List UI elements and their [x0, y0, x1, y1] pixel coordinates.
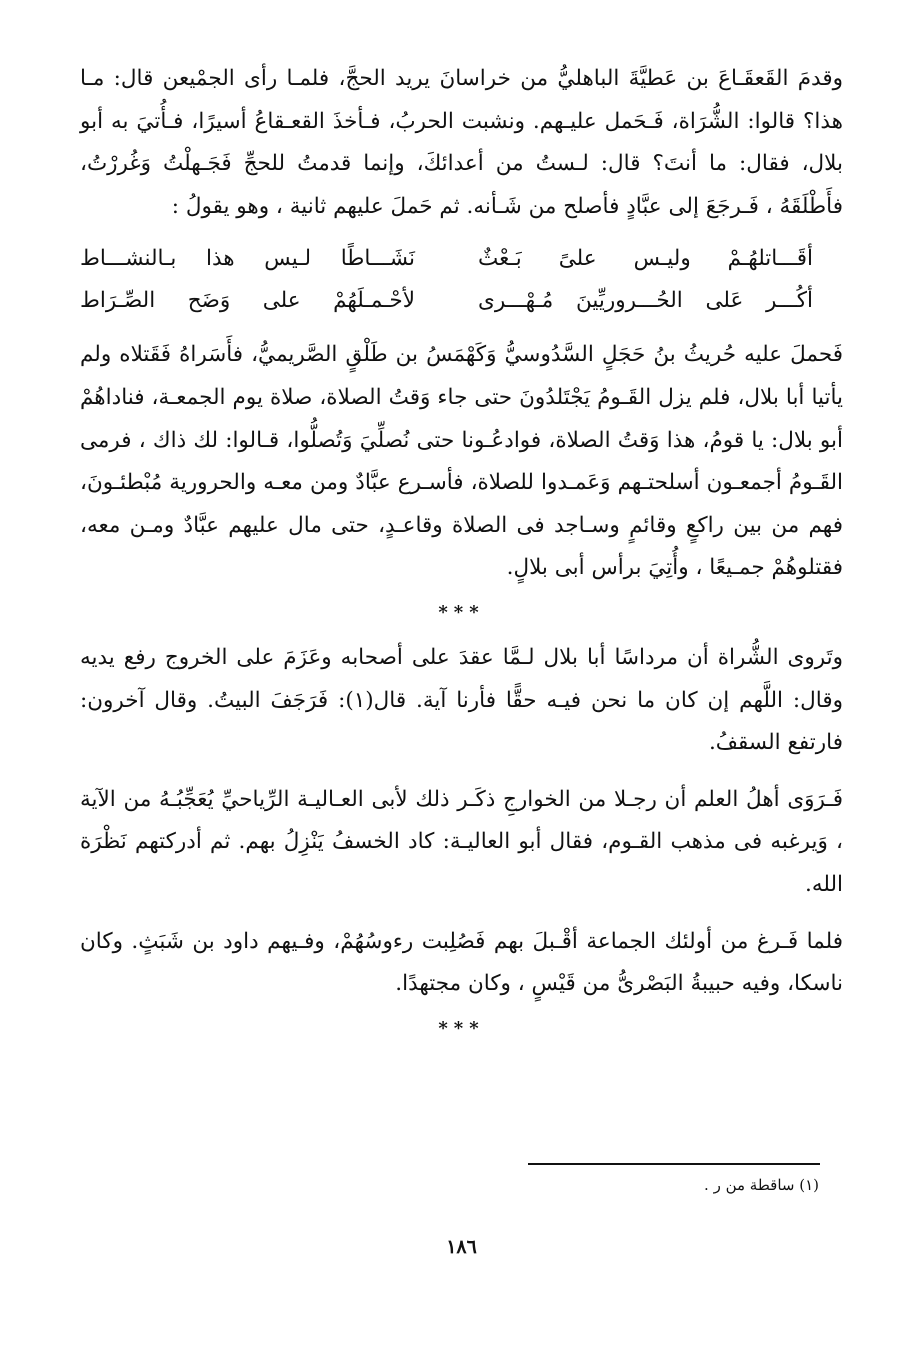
paragraph-gap [80, 907, 843, 921]
page-body [80, 58, 843, 1053]
page-number: ١٨٦ [446, 1236, 477, 1258]
paragraph-1: وقدمَ القَعقَـاعَ بن عَطيَّةَ الباهليُّ من خراسانَ يريد الحجَّ، فلمـا رأى الجمْيعن قال: مـا هذا؟ قالوا: الشُّرَاة، فَـحَمل عليـهم. ونشبت الحربُ، فـأخذَ القعـقاعُ أسيرًا، فـأُتيَ به أبو بلال، فقال: ما أنتَ؟ قال: لـستُ من أعدائكَ، وإنما قدمتُ للحجِّ فَجَـهلْتُ وَغُررْتُ، فأَطْلَقَهُ ، فَـرجَعَ إلى عبَّادٍ فأصلح من شَـأنه. ثم حَملَ عليهم ثانية ، وهو يقولُ : [80, 66, 843, 219]
paragraph-4: فَـرَوَى أهلُ العلم أن رجـلا من الخوارجِ ذكَـر ذلك لأبى العـاليـة الرِّياحيِّ يُعَجِّبُـهُ من الآية ، وَيرغبه فى مذهب القـوم، فقال أبو العاليـة: كاد الخسفُ يَنْزِلُ بهم. ثم أدركتهم نَظْرَة الله. [80, 786, 843, 897]
section-separator-2: *** [438, 1017, 485, 1039]
verse-line-1 [80, 238, 843, 280]
verse-line-2-second-hemistich: لأحْـمـلَهُمْ على وَضَح الصِّـرَاط [80, 288, 415, 314]
footnote-divider [528, 1163, 820, 1165]
poem-verse [80, 238, 843, 322]
verse-line-1-first-hemistich: أقَـــاتلهُـمْ وليـس علىً بَـعْثٌ [478, 246, 813, 272]
verse-line-2 [80, 280, 843, 322]
paragraph-gap [80, 765, 843, 779]
verse-line-1-second-hemistich: نَشَـــاطًا لـيس هذا بـالنشـــاط [80, 246, 415, 272]
section-separator-1: *** [438, 601, 485, 623]
footnote: (١) ساقطة من ر . [704, 1176, 819, 1194]
paragraph-3: وتَروى الشُّراة أن مرداسًا أبا بلال لـمَّا عقدَ على أصحابه وعَزَمَ على الخروج رفع يديه وقال: اللَّهم إن كان ما نحن فيـه حقًّا فأرنا آية. قال(١): فَرَجَفَ البيتُ. وقال آخرون: فارتفع السقفُ. [80, 644, 843, 756]
paragraph-5: فلما فَـرغ من أولئك الجماعة أقْـبلَ بهم فَصُلِبت رءوسُهُمْ، وفـيهم داود بن شَبَثٍ. وكان ناسكا، وفيه حبيبةُ البَصْرىُّ من قَيْسٍ ، وكان مجتهدًا. [80, 928, 843, 997]
verse-line-2-first-hemistich: أكُـــر عَلى الحُـــروريِّينَ مُـهْـــرى [478, 288, 813, 314]
paragraph-2: فَحملَ عليه حُريثُ بنُ حَجَلٍ السَّدُوسيُّ وَكَهْمَسُ بن طَلْقٍ الصَّريميُّ، فأَسَراهُ فَقَتلاه ولم يأتيا أبا بلال، فلم يزل القَـومُ يَجْتَلدُونَ حتى جاء وَقتُ الصلاة، صلاة يوم الجمعـة، فناداهُمْ أبو بلال: يا قومُ، هذا وَقتُ الصلاة، فوادعُـونا حتى نُصلِّيَ وَتُصلُّوا، قـالوا: لك ذاك ، فرمى القَـومُ أجمعـون أسلحتـهم وَعَمـدوا للصلاة، فأسـرع عبَّادٌ ومن معـه والحرورية مُبْطئـونَ، فهم من بين راكعٍ وقائمٍ وسـاجد فى الصلاة وقاعـدٍ، حتى مال عليهم عبَّادٌ ومـن معه، فقتلوهُمْ جمـيعًا ، وأُتِيَ برأس أبى بلالٍ. [80, 342, 843, 581]
